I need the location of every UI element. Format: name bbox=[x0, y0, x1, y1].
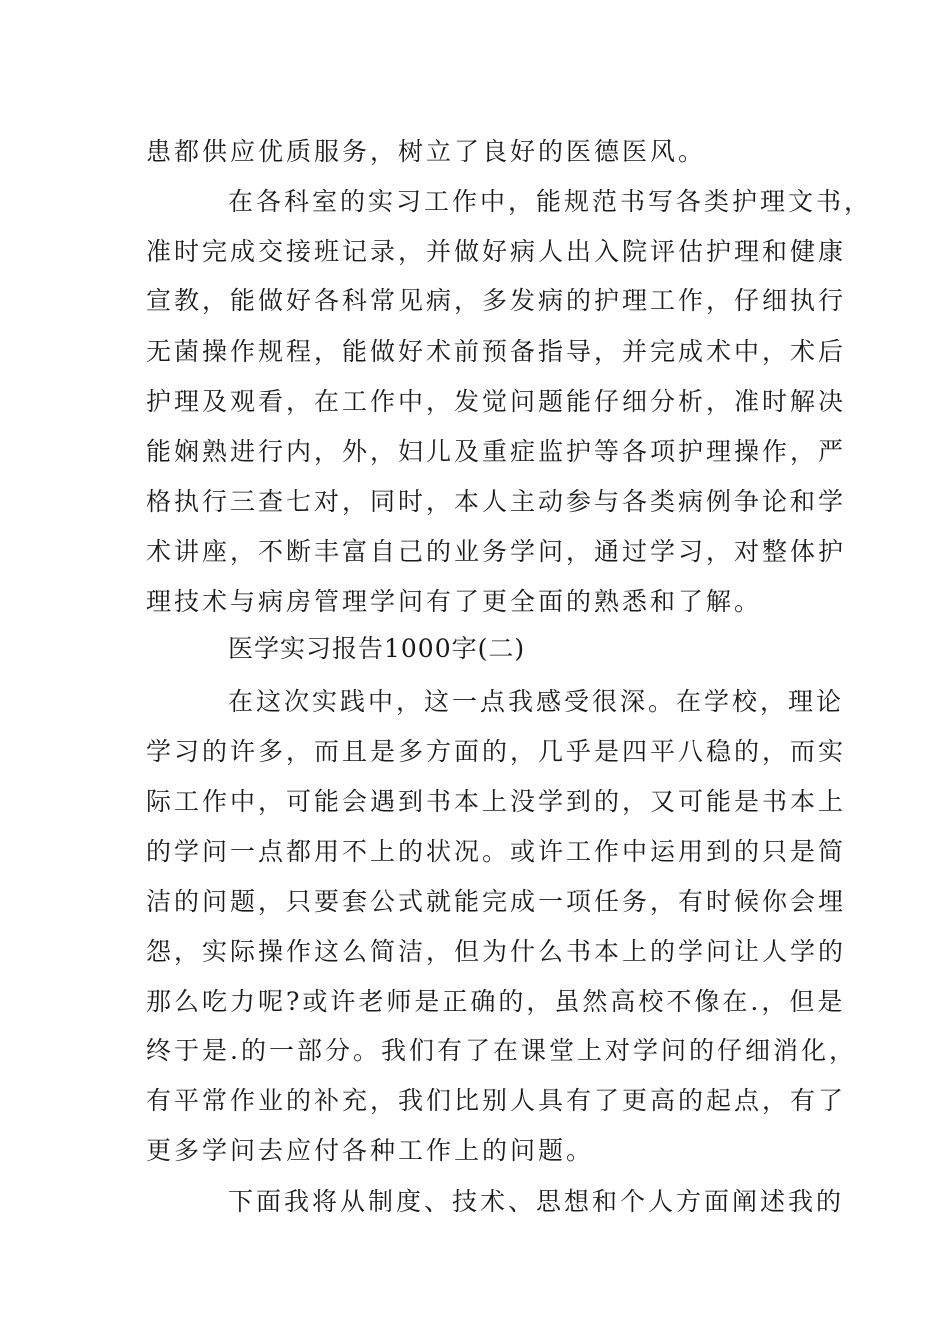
paragraph-line: 理技术与病房管理学问有了更全面的熟悉和了解。 bbox=[146, 587, 763, 616]
paragraph-line: 宣教，能做好各科常见病，多发病的护理工作，仔细执行 bbox=[146, 286, 847, 315]
paragraph-line: 格执行三查七对，同时，本人主动参与各类病例争论和学 bbox=[146, 487, 847, 516]
paragraph-line: 术讲座，不断丰富自己的业务学问，通过学习，对整体护 bbox=[146, 537, 847, 566]
section-heading: 医学实习报告1000字(二) bbox=[228, 634, 526, 663]
paragraph-line: 护理及观看，在工作中，发觉问题能仔细分析，准时解决 bbox=[146, 387, 847, 416]
paragraph-line: 学习的许多，而且是多方面的，几乎是四平八稳的，而实 bbox=[146, 737, 847, 766]
paragraph-line: 患都供应优质服务，树立了良好的医德医风。 bbox=[146, 137, 707, 166]
paragraph-line: 无菌操作规程，能做好术前预备指导，并完成术中，术后 bbox=[146, 337, 847, 366]
paragraph-line: 在各科室的实习工作中，能规范书写各类护理文书， bbox=[228, 187, 873, 216]
paragraph-line: 在这次实践中，这一点我感受很深。在学校，理论 bbox=[228, 687, 845, 716]
paragraph-line: 的学问一点都用不上的状况。或许工作中运用到的只是简 bbox=[146, 837, 847, 866]
paragraph-line: 能娴熟进行内，外，妇儿及重症监护等各项护理操作，严 bbox=[146, 437, 847, 466]
paragraph-line: 洁的问题，只要套公式就能完成一项任务，有时候你会埋 bbox=[146, 887, 847, 916]
paragraph-line: 终于是.的一部分。我们有了在课堂上对学问的仔细消化， bbox=[146, 1036, 857, 1065]
paragraph-line: 怨，实际操作这么简洁，但为什么书本上的学问让人学的 bbox=[146, 937, 847, 966]
paragraph-line: 有平常作业的补充，我们比别人具有了更高的起点，有了 bbox=[146, 1086, 847, 1115]
paragraph-line: 那么吃力呢?或许老师是正确的，虽然高校不像在.，但是 bbox=[146, 987, 846, 1016]
paragraph-line: 际工作中，可能会遇到书本上没学到的，又可能是书本上 bbox=[146, 787, 847, 816]
paragraph-line: 下面我将从制度、技术、思想和个人方面阐述我的 bbox=[228, 1187, 845, 1216]
paragraph-line: 更多学问去应付各种工作上的问题。 bbox=[146, 1136, 595, 1165]
paragraph-line: 准时完成交接班记录，并做好病人出入院评估护理和健康 bbox=[146, 237, 847, 266]
